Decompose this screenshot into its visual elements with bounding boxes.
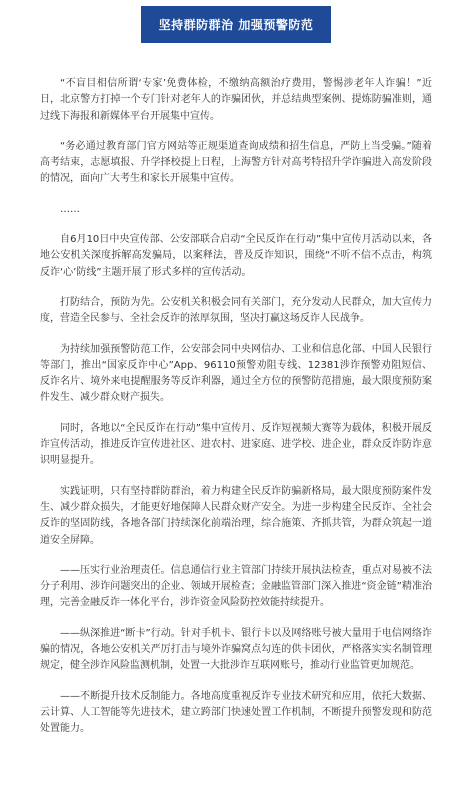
title-wrap [40,0,432,60]
paragraph: 同时，各地以“全民反诈在行动”集中宣传月、反诈短视频大赛等为载体，积极开展反诈宣传活动，推进反诈宣传进社区、进农村、进家庭、进学校、进企业，群众反诈防诈意识明显提升。 [40,422,432,467]
paragraph: 实践证明，只有坚持群防群治，着力构建全民反诈防骗新格局，最大限度预防案件发生、减少群众损失，才能更好地保障人民群众财产安全。为进一步构建全民反诈、全社会反诈的坚固防线，各地各部门持续深化前端治理，综合施策、齐抓共管，为群众筑起一道道安全屏障。 [40,485,432,546]
article-body [40,76,432,738]
paragraph: ——纵深推进“断卡”行动。针对手机卡、银行卡以及网络账号被大量用于电信网络诈骗的情况，各地公安机关严厉打击与境外诈骗窝点勾连的供卡团伙，严格落实实名制管理规定，健全涉诈风险监测机制，处置一大批涉诈互联网账号，推动行业监管更加规范。 [40,627,432,672]
paragraph: “不盲目相信所谓‘专家’免费体检，不缴纳高额治疗费用，警惕涉老年人诈骗！”近日，北京警方打掉一个专门针对老年人的诈骗团伙，并总结典型案例、提炼防骗准则，通过线下海报和新媒体平台开展集中宣传。 [40,78,432,122]
paragraph: “务必通过教育部门官方网站等正规渠道查询成绩和招生信息，严防上当受骗。”随着高考结束，志愿填报、升学择校提上日程，上海警方针对高考特招升学诈骗进入高发阶段的情况，面向广大考生和家长开展集中宣传。 [40,140,432,185]
paragraph: 为持续加强预警防范工作，公安部会同中央网信办、工业和信息化部、中国人民银行等部门，推出“国家反诈中心”App、96110预警劝阻专线、12381涉诈预警劝阻短信、反诈名片、境外来电提醒服务等反诈利器，通过全方位的预警防范措施，最大限度预防案件发生、减少群众财产损失。 [40,343,432,404]
paragraph: 打防结合，预防为先。公安机关积极会同有关部门，充分发动人民群众，加大宣传力度，营造全民参与、全社会反诈的浓厚氛围，坚决打赢这场反诈人民战争。 [40,296,432,325]
title-banner: 坚持群防群治 加强预警防范 [141,6,332,43]
ellipsis-paragraph: …… [60,203,80,215]
paragraph: 自6月10日中央宣传部、公安部联合启动“全民反诈在行动”集中宣传月活动以来，各地公安机关深度拆解高发骗局，以案释法，普及反诈知识，围绕“不听不信不点击，构筑反诈‘心’防线”主题开展了形式多样的宣传活动。 [40,234,432,278]
paragraph: ——不断提升技术反制能力。各地高度重视反诈专业技术研究和应用，依托大数据、云计算、人工智能等先进技术，建立跨部门快速处置工作机制，不断提升预警发现和防范处置能力。 [40,690,432,735]
paragraph: ——压实行业治理责任。信息通信行业主管部门持续开展执法检查，重点对易被不法分子利用、涉诈问题突出的企业、领域开展检查；金融监管部门深入推进“资金链”精准治理，完善金融反诈一体化平台，涉诈资金风险防控效能持续提升。 [40,564,432,609]
